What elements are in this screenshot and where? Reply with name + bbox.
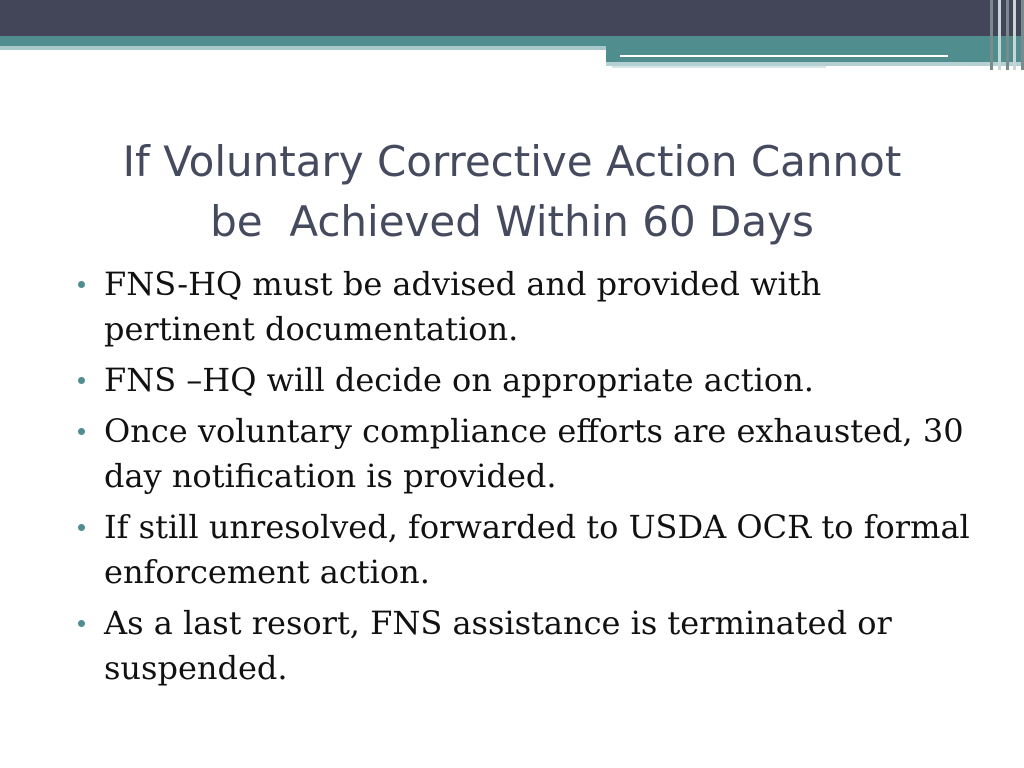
stripe: [1013, 0, 1016, 70]
bullet-text: Once voluntary compliance efforts are exhausted, 30 day notification is provided.: [104, 412, 964, 495]
header-dark-band: [0, 0, 1024, 36]
header-teal-band: [0, 36, 1024, 46]
bullet-dot-icon: [78, 377, 85, 384]
stripe: [990, 0, 993, 70]
header-white-line: [620, 55, 948, 57]
bullet-item: [74, 358, 974, 403]
bullet-text: FNS –HQ will decide on appropriate action.: [104, 361, 814, 399]
stripe: [1006, 0, 1009, 70]
bullet-item: [74, 601, 974, 691]
slide-title: If Voluntary Corrective Action Cannot be Achieved Within 60 Days: [122, 137, 902, 246]
bullet-list: [74, 262, 974, 697]
bullet-item: [74, 409, 974, 499]
header-step-band: [606, 46, 1024, 62]
stripe: [998, 0, 1001, 70]
bullet-text: As a last resort, FNS assistance is terminated or suspended.: [104, 604, 892, 687]
bullet-dot-icon: [78, 281, 85, 288]
bullet-text: FNS-HQ must be advised and provided with pertinent documentation.: [104, 265, 822, 348]
bullet-dot-icon: [78, 428, 85, 435]
bullet-dot-icon: [78, 620, 85, 627]
header-vertical-stripes: [990, 0, 1024, 70]
bullet-item: [74, 262, 974, 352]
bullet-text: If still unresolved, forwarded to USDA OCR to formal enforcement action.: [104, 508, 970, 591]
bullet-dot-icon: [78, 524, 85, 531]
header-white-line-lower: [612, 66, 826, 68]
bullet-item: [74, 505, 974, 595]
